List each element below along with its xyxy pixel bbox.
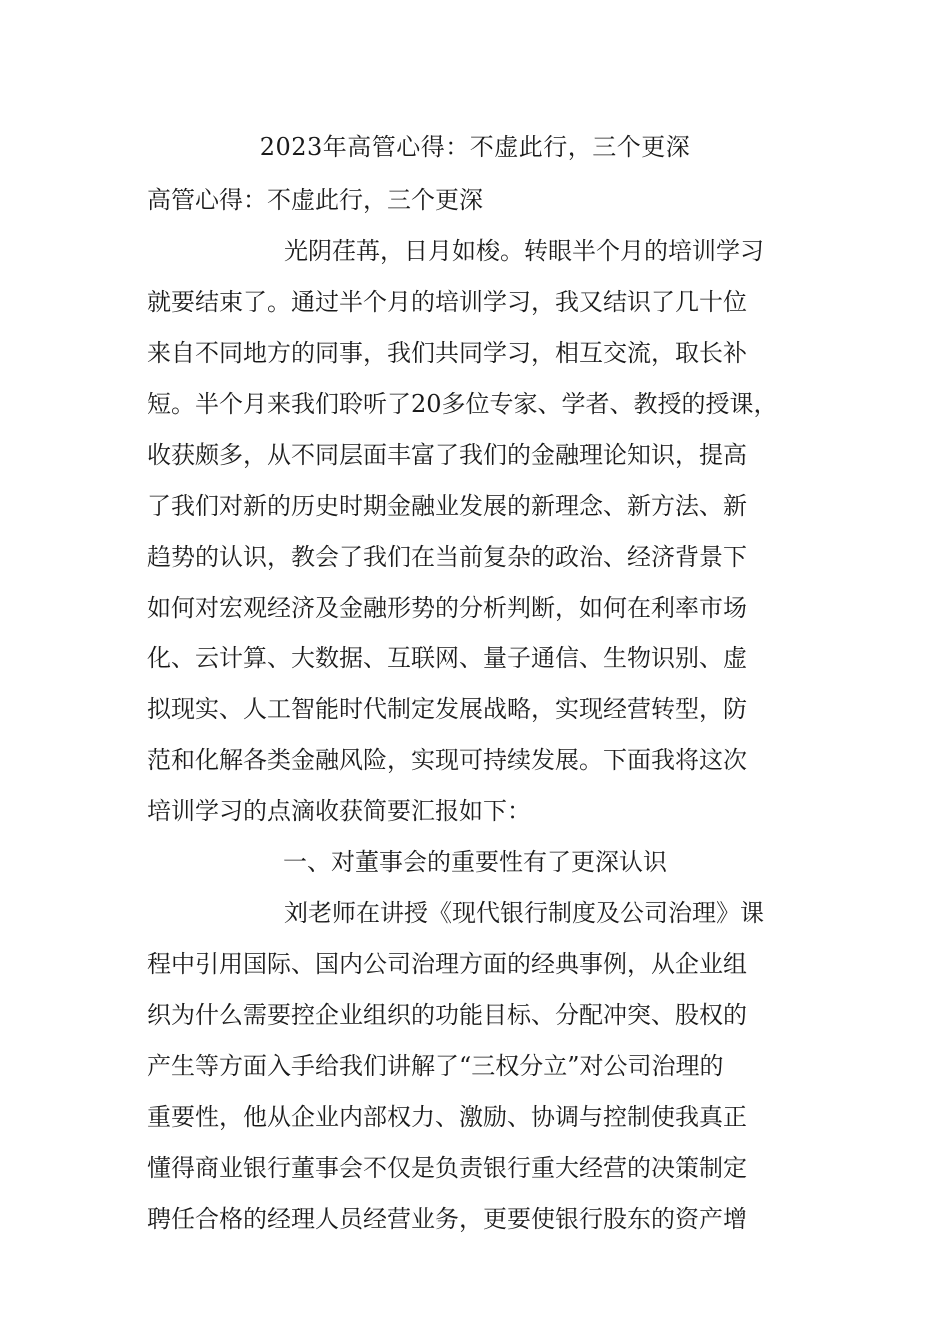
paragraph-line: 产生等方面入手给我们讲解了“三权分立”对公司治理的 (147, 1052, 724, 1080)
paragraph-line: 懂得商业银行董事会不仅是负责银行重大经营的决策制定 (147, 1154, 747, 1182)
paragraph-line: 重要性，他从企业内部权力、激励、协调与控制使我真正 (147, 1103, 747, 1131)
paragraph-line: 了我们对新的历史时期金融业发展的新理念、新方法、新 (147, 492, 747, 520)
paragraph-line: 培训学习的点滴收获简要汇报如下： (147, 797, 531, 825)
paragraph-line: 聘任合格的经理人员经营业务，更要使银行股东的资产增 (147, 1205, 747, 1233)
paragraph-line: 短。半个月来我们聆听了20多位专家、学者、教授的授课， (147, 390, 778, 418)
section-heading: 一、对董事会的重要性有了更深认识 (283, 848, 667, 876)
paragraph-line: 刘老师在讲授《现代银行制度及公司治理》课 (284, 899, 764, 927)
paragraph-line: 收获颇多，从不同层面丰富了我们的金融理论知识，提高 (147, 441, 747, 469)
paragraph-line: 如何对宏观经济及金融形势的分析判断，如何在利率市场 (147, 594, 747, 622)
document-subtitle: 高管心得：不虚此行，三个更深 (147, 186, 483, 214)
document-title: 2023年高管心得：不虚此行，三个更深 (259, 133, 691, 161)
paragraph-line: 化、云计算、大数据、互联网、量子通信、生物识别、虚 (147, 644, 747, 672)
paragraph-line: 来自不同地方的同事，我们共同学习，相互交流，取长补 (147, 339, 747, 367)
paragraph-line: 拟现实、人工智能时代制定发展战略，实现经营转型，防 (147, 695, 747, 723)
paragraph-line: 织为什么需要控企业组织的功能目标、分配冲突、股权的 (147, 1001, 747, 1029)
paragraph-line: 程中引用国际、国内公司治理方面的经典事例，从企业组 (147, 950, 747, 978)
paragraph-line: 就要结束了。通过半个月的培训学习，我又结识了几十位 (147, 288, 747, 316)
paragraph-line: 范和化解各类金融风险，实现可持续发展。下面我将这次 (147, 746, 747, 774)
paragraph-line: 光阴荏苒，日月如梭。转眼半个月的培训学习 (284, 237, 764, 265)
paragraph-line: 趋势的认识，教会了我们在当前复杂的政治、经济背景下 (147, 543, 747, 571)
